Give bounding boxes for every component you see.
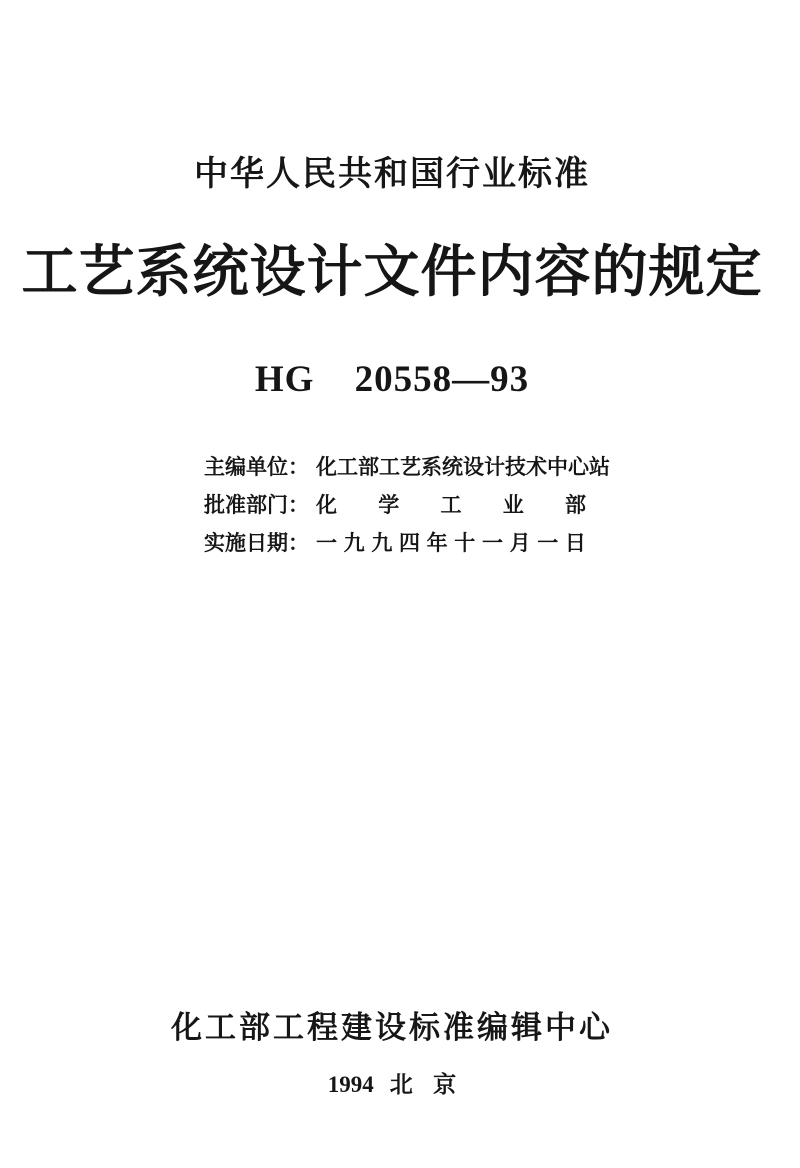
publication-info-block (204, 451, 610, 565)
standard-category-heading: 中华人民共和国行业标准 (194, 156, 590, 193)
chief-editor-label: 主编单位： (204, 455, 309, 479)
document-title: 工艺系统设计文件内容的规定 (21, 240, 763, 303)
standard-number: HG 20558—93 (254, 359, 530, 400)
publication-year: 1994 (327, 1072, 374, 1097)
approving-dept-value: 化 学 工 业 部 (316, 493, 586, 517)
chief-editor-value: 化工部工艺系统设计技术中心站 (316, 455, 610, 479)
info-row-approving-dept (204, 489, 586, 516)
effective-date-value: 一 九 九 四 年 十 一 月 一 日 (316, 531, 586, 555)
info-row-chief-editor (204, 451, 610, 479)
publisher-name: 化工部工程建设标准编辑中心 (171, 1010, 613, 1045)
effective-date-label: 实施日期： (204, 531, 309, 555)
publication-city: 北 京 (389, 1071, 457, 1097)
approving-dept-label: 批准部门： (204, 493, 309, 517)
info-row-effective-date (204, 527, 586, 554)
imprint-line (0, 1066, 784, 1099)
